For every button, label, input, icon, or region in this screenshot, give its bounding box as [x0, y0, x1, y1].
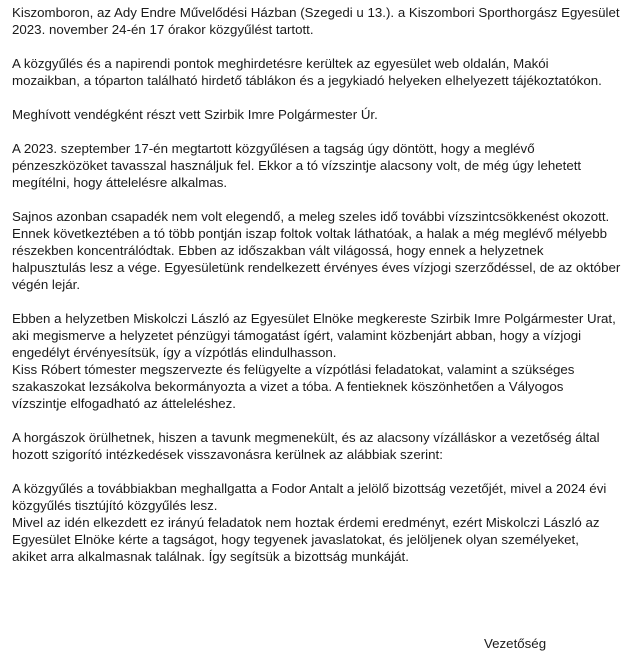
paragraph-nomination: A közgyűlés a továbbiakban meghallgatta a Fodor Antalt a jelölő bizottság vezetőjét, mivel a 2024 évi közgyűlés tisztújító közgyűlés lesz. Mivel az idén elkezdett ez irányú feladatok nem hoztak érdemi eredményt, ezért Miskolczi László az Egyesület Elnöke kérte a tagságot, hogy tegyenek javaslatokat, és jelöljenek olyan személyeket, akiket arra alkalmasnak találnak. Így segítsük a bizottság munkáját. — [12, 481, 607, 564]
paragraph-september-meeting: A 2023. szeptember 17-én megtartott közgyűlésen a tagság úgy döntött, hogy a meglévő pénzeszközöket tavasszal használjuk fel. Ekkor a tó vízszintje alacsony volt, de még úgy lehetett megítélni, hogy áttelelésre alkalmas. — [12, 141, 582, 190]
paragraph-guest: Meghívott vendégként részt vett Szirbik Imre Polgármester Úr. — [12, 107, 378, 122]
document-body — [12, 4, 636, 565]
signature: Vezetőség — [484, 636, 547, 651]
paragraph-meeting-info: Kiszomboron, az Ady Endre Művelődési Házban (Szegedi u 13.). a Kiszombori Sporthorgász Egyesület 2023. november 24-én 17 órakor közgyűlést tartott. — [12, 5, 620, 37]
paragraph-water-supply: Ebben a helyzetben Miskolczi László az Egyesület Elnöke megkereste Szirbik Imre Polgármester Urat, aki megismerve a helyzetet pénzügyi támogatást ígért, valamint közbenjárt abban, hogy a vízjogi engedélyt érvényesítsük, így a vízpótlás elindulhasson. Kiss Róbert tómester megszervezte és felügyelte a vízpótlási feladatokat, valamint a szükséges szakaszokat lezsákolva bekormányozta a vizet a tóba. A fentieknek köszönhetően a Vályogos vízszintje elfogadható az átteleléshez. — [12, 311, 616, 411]
paragraph-announcement: A közgyűlés és a napirendi pontok meghirdetésre kerültek az egyesület web oldalán, Makói mozaikban, a tóparton található hirdető táblákon és a jegykiadó helyeken elhelyezett tájékoztatókon. — [12, 56, 602, 88]
paragraph-water-level: Sajnos azonban csapadék nem volt elegendő, a meleg szeles idő további vízszintcsökkenést okozott. Ennek következtében a tó több pontján iszap foltok voltak láthatóak, a halak a még meglévő mélyebb részekben koncentrálódtak. Ebben az időszakban vált világossá, hogy ennek a helyzetnek halpusztulás lesz a vége. Egyesületünk rendelkezett érvényes éves vízjogi szerződéssel, de az október végén lejár. — [12, 209, 621, 292]
paragraph-measures: A horgászok örülhetnek, hiszen a tavunk megmenekült, és az alacsony vízálláskor a vezetőség által hozott szigorító intézkedések visszavonásra kerülnek az alábbiak szerint: — [12, 430, 600, 462]
